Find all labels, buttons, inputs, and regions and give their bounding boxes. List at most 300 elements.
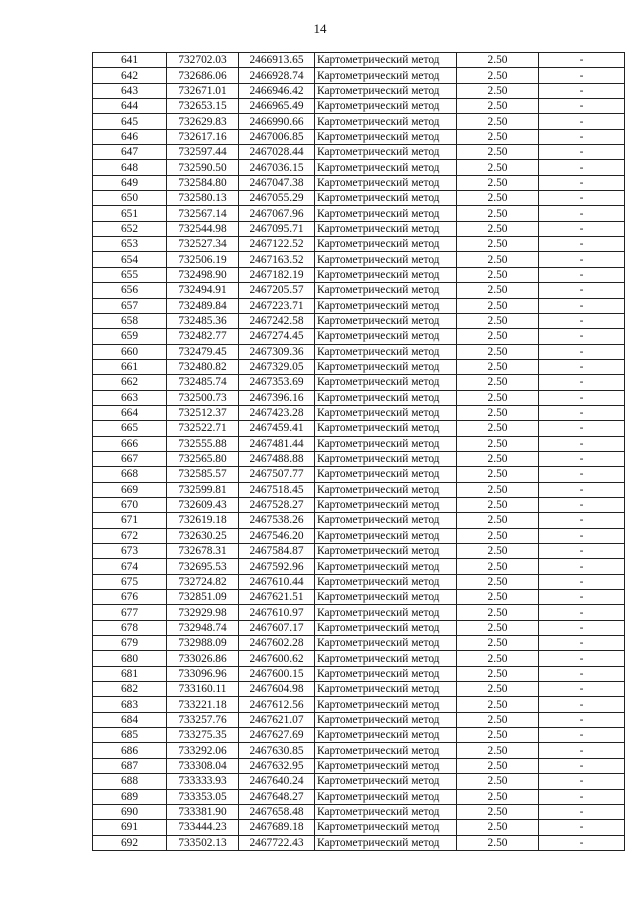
accuracy-cell: 2.50 xyxy=(457,497,539,512)
table-row xyxy=(93,467,625,482)
method-cell: Картометрический метод xyxy=(315,590,457,605)
method-cell: Картометрический метод xyxy=(315,237,457,252)
method-cell: Картометрический метод xyxy=(315,421,457,436)
point-number-cell: 642 xyxy=(93,68,167,83)
method-cell: Картометрический метод xyxy=(315,252,457,267)
point-number-cell: 672 xyxy=(93,528,167,543)
description-cell: - xyxy=(539,590,625,605)
description-cell: - xyxy=(539,574,625,589)
x-coordinate-cell: 732506.19 xyxy=(167,252,239,267)
table-row xyxy=(93,666,625,681)
point-number-cell: 644 xyxy=(93,99,167,114)
method-cell: Картометрический метод xyxy=(315,528,457,543)
table-row xyxy=(93,283,625,298)
y-coordinate-cell: 2467459.41 xyxy=(239,421,315,436)
y-coordinate-cell: 2467182.19 xyxy=(239,267,315,282)
method-cell: Картометрический метод xyxy=(315,175,457,190)
method-cell: Картометрический метод xyxy=(315,513,457,528)
accuracy-cell: 2.50 xyxy=(457,436,539,451)
point-number-cell: 682 xyxy=(93,682,167,697)
y-coordinate-cell: 2467047.38 xyxy=(239,175,315,190)
x-coordinate-cell: 732482.77 xyxy=(167,329,239,344)
point-number-cell: 687 xyxy=(93,758,167,773)
x-coordinate-cell: 732609.43 xyxy=(167,497,239,512)
description-cell: - xyxy=(539,666,625,681)
y-coordinate-cell: 2467600.62 xyxy=(239,651,315,666)
method-cell: Картометрический метод xyxy=(315,497,457,512)
point-number-cell: 653 xyxy=(93,237,167,252)
accuracy-cell: 2.50 xyxy=(457,175,539,190)
table-row xyxy=(93,605,625,620)
description-cell: - xyxy=(539,53,625,68)
x-coordinate-cell: 733221.18 xyxy=(167,697,239,712)
x-coordinate-cell: 732565.80 xyxy=(167,451,239,466)
accuracy-cell: 2.50 xyxy=(457,774,539,789)
x-coordinate-cell: 733381.90 xyxy=(167,804,239,819)
x-coordinate-cell: 732630.25 xyxy=(167,528,239,543)
method-cell: Картометрический метод xyxy=(315,221,457,236)
x-coordinate-cell: 732671.01 xyxy=(167,83,239,98)
point-number-cell: 649 xyxy=(93,175,167,190)
coordinates-table xyxy=(92,52,625,851)
point-number-cell: 665 xyxy=(93,421,167,436)
point-number-cell: 646 xyxy=(93,129,167,144)
description-cell: - xyxy=(539,804,625,819)
description-cell: - xyxy=(539,83,625,98)
table-row xyxy=(93,758,625,773)
accuracy-cell: 2.50 xyxy=(457,728,539,743)
x-coordinate-cell: 732590.50 xyxy=(167,160,239,175)
table-row xyxy=(93,820,625,835)
method-cell: Картометрический метод xyxy=(315,835,457,850)
method-cell: Картометрический метод xyxy=(315,774,457,789)
y-coordinate-cell: 2467028.44 xyxy=(239,145,315,160)
method-cell: Картометрический метод xyxy=(315,758,457,773)
x-coordinate-cell: 732695.53 xyxy=(167,559,239,574)
method-cell: Картометрический метод xyxy=(315,682,457,697)
y-coordinate-cell: 2467423.28 xyxy=(239,405,315,420)
point-number-cell: 678 xyxy=(93,620,167,635)
y-coordinate-cell: 2467006.85 xyxy=(239,129,315,144)
y-coordinate-cell: 2467604.98 xyxy=(239,682,315,697)
x-coordinate-cell: 732617.16 xyxy=(167,129,239,144)
y-coordinate-cell: 2467648.27 xyxy=(239,789,315,804)
y-coordinate-cell: 2467610.44 xyxy=(239,574,315,589)
table-row xyxy=(93,267,625,282)
y-coordinate-cell: 2467621.07 xyxy=(239,712,315,727)
method-cell: Картометрический метод xyxy=(315,405,457,420)
description-cell: - xyxy=(539,160,625,175)
method-cell: Картометрический метод xyxy=(315,390,457,405)
y-coordinate-cell: 2467528.27 xyxy=(239,497,315,512)
y-coordinate-cell: 2467612.56 xyxy=(239,697,315,712)
point-number-cell: 648 xyxy=(93,160,167,175)
point-number-cell: 652 xyxy=(93,221,167,236)
x-coordinate-cell: 732851.09 xyxy=(167,590,239,605)
point-number-cell: 690 xyxy=(93,804,167,819)
table-row xyxy=(93,237,625,252)
x-coordinate-cell: 732494.91 xyxy=(167,283,239,298)
method-cell: Картометрический метод xyxy=(315,789,457,804)
method-cell: Картометрический метод xyxy=(315,605,457,620)
point-number-cell: 691 xyxy=(93,820,167,835)
table-row xyxy=(93,252,625,267)
point-number-cell: 661 xyxy=(93,359,167,374)
description-cell: - xyxy=(539,375,625,390)
y-coordinate-cell: 2467640.24 xyxy=(239,774,315,789)
method-cell: Картометрический метод xyxy=(315,636,457,651)
y-coordinate-cell: 2467095.71 xyxy=(239,221,315,236)
table-row xyxy=(93,175,625,190)
x-coordinate-cell: 732686.06 xyxy=(167,68,239,83)
accuracy-cell: 2.50 xyxy=(457,789,539,804)
method-cell: Картометрический метод xyxy=(315,145,457,160)
accuracy-cell: 2.50 xyxy=(457,191,539,206)
table-row xyxy=(93,206,625,221)
accuracy-cell: 2.50 xyxy=(457,820,539,835)
table-row xyxy=(93,160,625,175)
point-number-cell: 645 xyxy=(93,114,167,129)
x-coordinate-cell: 733444.23 xyxy=(167,820,239,835)
table-row xyxy=(93,682,625,697)
y-coordinate-cell: 2467658.48 xyxy=(239,804,315,819)
method-cell: Картометрический метод xyxy=(315,359,457,374)
method-cell: Картометрический метод xyxy=(315,436,457,451)
accuracy-cell: 2.50 xyxy=(457,636,539,651)
x-coordinate-cell: 732479.45 xyxy=(167,344,239,359)
accuracy-cell: 2.50 xyxy=(457,298,539,313)
description-cell: - xyxy=(539,344,625,359)
x-coordinate-cell: 732724.82 xyxy=(167,574,239,589)
point-number-cell: 666 xyxy=(93,436,167,451)
x-coordinate-cell: 733257.76 xyxy=(167,712,239,727)
table-row xyxy=(93,651,625,666)
accuracy-cell: 2.50 xyxy=(457,252,539,267)
table-row xyxy=(93,421,625,436)
description-cell: - xyxy=(539,114,625,129)
x-coordinate-cell: 732512.37 xyxy=(167,405,239,420)
table-row xyxy=(93,145,625,160)
accuracy-cell: 2.50 xyxy=(457,544,539,559)
x-coordinate-cell: 732629.83 xyxy=(167,114,239,129)
method-cell: Картометрический метод xyxy=(315,99,457,114)
description-cell: - xyxy=(539,390,625,405)
y-coordinate-cell: 2467055.29 xyxy=(239,191,315,206)
description-cell: - xyxy=(539,467,625,482)
x-coordinate-cell: 732544.98 xyxy=(167,221,239,236)
point-number-cell: 680 xyxy=(93,651,167,666)
description-cell: - xyxy=(539,835,625,850)
x-coordinate-cell: 732489.84 xyxy=(167,298,239,313)
method-cell: Картометрический метод xyxy=(315,559,457,574)
y-coordinate-cell: 2466928.74 xyxy=(239,68,315,83)
y-coordinate-cell: 2467592.96 xyxy=(239,559,315,574)
description-cell: - xyxy=(539,605,625,620)
accuracy-cell: 2.50 xyxy=(457,206,539,221)
description-cell: - xyxy=(539,682,625,697)
point-number-cell: 686 xyxy=(93,743,167,758)
x-coordinate-cell: 732498.90 xyxy=(167,267,239,282)
x-coordinate-cell: 732500.73 xyxy=(167,390,239,405)
table-row xyxy=(93,712,625,727)
table-row xyxy=(93,590,625,605)
description-cell: - xyxy=(539,620,625,635)
method-cell: Картометрический метод xyxy=(315,191,457,206)
accuracy-cell: 2.50 xyxy=(457,666,539,681)
accuracy-cell: 2.50 xyxy=(457,405,539,420)
table-row xyxy=(93,114,625,129)
point-number-cell: 683 xyxy=(93,697,167,712)
x-coordinate-cell: 733026.86 xyxy=(167,651,239,666)
table-row xyxy=(93,359,625,374)
table-row xyxy=(93,804,625,819)
accuracy-cell: 2.50 xyxy=(457,743,539,758)
description-cell: - xyxy=(539,743,625,758)
point-number-cell: 677 xyxy=(93,605,167,620)
point-number-cell: 650 xyxy=(93,191,167,206)
method-cell: Картометрический метод xyxy=(315,666,457,681)
x-coordinate-cell: 733308.04 xyxy=(167,758,239,773)
y-coordinate-cell: 2467722.43 xyxy=(239,835,315,850)
x-coordinate-cell: 733160.11 xyxy=(167,682,239,697)
point-number-cell: 643 xyxy=(93,83,167,98)
method-cell: Картометрический метод xyxy=(315,728,457,743)
x-coordinate-cell: 732702.03 xyxy=(167,53,239,68)
table-row xyxy=(93,344,625,359)
accuracy-cell: 2.50 xyxy=(457,221,539,236)
y-coordinate-cell: 2466913.65 xyxy=(239,53,315,68)
accuracy-cell: 2.50 xyxy=(457,574,539,589)
description-cell: - xyxy=(539,145,625,160)
accuracy-cell: 2.50 xyxy=(457,804,539,819)
y-coordinate-cell: 2467584.87 xyxy=(239,544,315,559)
accuracy-cell: 2.50 xyxy=(457,528,539,543)
point-number-cell: 670 xyxy=(93,497,167,512)
accuracy-cell: 2.50 xyxy=(457,375,539,390)
accuracy-cell: 2.50 xyxy=(457,83,539,98)
description-cell: - xyxy=(539,298,625,313)
method-cell: Картометрический метод xyxy=(315,53,457,68)
method-cell: Картометрический метод xyxy=(315,574,457,589)
point-number-cell: 655 xyxy=(93,267,167,282)
x-coordinate-cell: 732597.44 xyxy=(167,145,239,160)
table-row xyxy=(93,497,625,512)
y-coordinate-cell: 2467602.28 xyxy=(239,636,315,651)
table-row xyxy=(93,99,625,114)
description-cell: - xyxy=(539,820,625,835)
y-coordinate-cell: 2467329.05 xyxy=(239,359,315,374)
y-coordinate-cell: 2467205.57 xyxy=(239,283,315,298)
y-coordinate-cell: 2467309.36 xyxy=(239,344,315,359)
table-row xyxy=(93,68,625,83)
table-row xyxy=(93,728,625,743)
method-cell: Картометрический метод xyxy=(315,697,457,712)
description-cell: - xyxy=(539,697,625,712)
method-cell: Картометрический метод xyxy=(315,651,457,666)
x-coordinate-cell: 732485.74 xyxy=(167,375,239,390)
y-coordinate-cell: 2467632.95 xyxy=(239,758,315,773)
page-number: 14 xyxy=(313,21,327,36)
table-row xyxy=(93,636,625,651)
description-cell: - xyxy=(539,359,625,374)
point-number-cell: 685 xyxy=(93,728,167,743)
method-cell: Картометрический метод xyxy=(315,329,457,344)
accuracy-cell: 2.50 xyxy=(457,559,539,574)
y-coordinate-cell: 2467621.51 xyxy=(239,590,315,605)
description-cell: - xyxy=(539,482,625,497)
table-row xyxy=(93,53,625,68)
point-number-cell: 656 xyxy=(93,283,167,298)
point-number-cell: 668 xyxy=(93,467,167,482)
point-number-cell: 676 xyxy=(93,590,167,605)
y-coordinate-cell: 2467481.44 xyxy=(239,436,315,451)
x-coordinate-cell: 732948.74 xyxy=(167,620,239,635)
accuracy-cell: 2.50 xyxy=(457,513,539,528)
y-coordinate-cell: 2467546.20 xyxy=(239,528,315,543)
y-coordinate-cell: 2467507.77 xyxy=(239,467,315,482)
description-cell: - xyxy=(539,129,625,144)
table-row xyxy=(93,298,625,313)
table-row xyxy=(93,329,625,344)
accuracy-cell: 2.50 xyxy=(457,620,539,635)
table-row xyxy=(93,774,625,789)
description-cell: - xyxy=(539,267,625,282)
point-number-cell: 657 xyxy=(93,298,167,313)
accuracy-cell: 2.50 xyxy=(457,160,539,175)
x-coordinate-cell: 733275.35 xyxy=(167,728,239,743)
accuracy-cell: 2.50 xyxy=(457,682,539,697)
x-coordinate-cell: 732585.57 xyxy=(167,467,239,482)
y-coordinate-cell: 2467242.58 xyxy=(239,313,315,328)
y-coordinate-cell: 2467627.69 xyxy=(239,728,315,743)
y-coordinate-cell: 2467538.26 xyxy=(239,513,315,528)
table-row xyxy=(93,191,625,206)
point-number-cell: 669 xyxy=(93,482,167,497)
table-row xyxy=(93,221,625,236)
x-coordinate-cell: 732567.14 xyxy=(167,206,239,221)
table-row xyxy=(93,313,625,328)
description-cell: - xyxy=(539,221,625,236)
point-number-cell: 679 xyxy=(93,636,167,651)
method-cell: Картометрический метод xyxy=(315,206,457,221)
accuracy-cell: 2.50 xyxy=(457,758,539,773)
description-cell: - xyxy=(539,758,625,773)
table-row xyxy=(93,697,625,712)
y-coordinate-cell: 2466990.66 xyxy=(239,114,315,129)
accuracy-cell: 2.50 xyxy=(457,421,539,436)
x-coordinate-cell: 732485.36 xyxy=(167,313,239,328)
point-number-cell: 667 xyxy=(93,451,167,466)
x-coordinate-cell: 732555.88 xyxy=(167,436,239,451)
accuracy-cell: 2.50 xyxy=(457,145,539,160)
point-number-cell: 688 xyxy=(93,774,167,789)
y-coordinate-cell: 2467122.52 xyxy=(239,237,315,252)
point-number-cell: 673 xyxy=(93,544,167,559)
method-cell: Картометрический метод xyxy=(315,160,457,175)
accuracy-cell: 2.50 xyxy=(457,99,539,114)
description-cell: - xyxy=(539,191,625,206)
table-row xyxy=(93,559,625,574)
point-number-cell: 684 xyxy=(93,712,167,727)
description-cell: - xyxy=(539,774,625,789)
point-number-cell: 658 xyxy=(93,313,167,328)
description-cell: - xyxy=(539,313,625,328)
method-cell: Картометрический метод xyxy=(315,820,457,835)
method-cell: Картометрический метод xyxy=(315,283,457,298)
description-cell: - xyxy=(539,559,625,574)
y-coordinate-cell: 2467488.88 xyxy=(239,451,315,466)
description-cell: - xyxy=(539,175,625,190)
y-coordinate-cell: 2467223.71 xyxy=(239,298,315,313)
method-cell: Картометрический метод xyxy=(315,467,457,482)
description-cell: - xyxy=(539,237,625,252)
accuracy-cell: 2.50 xyxy=(457,237,539,252)
method-cell: Картометрический метод xyxy=(315,344,457,359)
table-row xyxy=(93,390,625,405)
method-cell: Картометрический метод xyxy=(315,313,457,328)
method-cell: Картометрический метод xyxy=(315,482,457,497)
table-row xyxy=(93,451,625,466)
table-row xyxy=(93,405,625,420)
accuracy-cell: 2.50 xyxy=(457,68,539,83)
point-number-cell: 681 xyxy=(93,666,167,681)
y-coordinate-cell: 2467067.96 xyxy=(239,206,315,221)
point-number-cell: 647 xyxy=(93,145,167,160)
description-cell: - xyxy=(539,728,625,743)
x-coordinate-cell: 733333.93 xyxy=(167,774,239,789)
accuracy-cell: 2.50 xyxy=(457,329,539,344)
description-cell: - xyxy=(539,405,625,420)
description-cell: - xyxy=(539,651,625,666)
accuracy-cell: 2.50 xyxy=(457,467,539,482)
x-coordinate-cell: 732527.34 xyxy=(167,237,239,252)
accuracy-cell: 2.50 xyxy=(457,53,539,68)
accuracy-cell: 2.50 xyxy=(457,313,539,328)
coordinates-table-body xyxy=(93,53,625,851)
description-cell: - xyxy=(539,528,625,543)
method-cell: Картометрический метод xyxy=(315,743,457,758)
y-coordinate-cell: 2467689.18 xyxy=(239,820,315,835)
x-coordinate-cell: 732599.81 xyxy=(167,482,239,497)
description-cell: - xyxy=(539,513,625,528)
accuracy-cell: 2.50 xyxy=(457,605,539,620)
point-number-cell: 662 xyxy=(93,375,167,390)
accuracy-cell: 2.50 xyxy=(457,482,539,497)
point-number-cell: 641 xyxy=(93,53,167,68)
method-cell: Картометрический метод xyxy=(315,451,457,466)
x-coordinate-cell: 732584.80 xyxy=(167,175,239,190)
x-coordinate-cell: 732580.13 xyxy=(167,191,239,206)
point-number-cell: 689 xyxy=(93,789,167,804)
description-cell: - xyxy=(539,636,625,651)
accuracy-cell: 2.50 xyxy=(457,651,539,666)
y-coordinate-cell: 2467630.85 xyxy=(239,743,315,758)
description-cell: - xyxy=(539,544,625,559)
method-cell: Картометрический метод xyxy=(315,620,457,635)
table-row xyxy=(93,789,625,804)
point-number-cell: 671 xyxy=(93,513,167,528)
y-coordinate-cell: 2466965.49 xyxy=(239,99,315,114)
description-cell: - xyxy=(539,497,625,512)
table-row xyxy=(93,835,625,850)
y-coordinate-cell: 2467518.45 xyxy=(239,482,315,497)
x-coordinate-cell: 733096.96 xyxy=(167,666,239,681)
accuracy-cell: 2.50 xyxy=(457,712,539,727)
description-cell: - xyxy=(539,283,625,298)
table-row xyxy=(93,743,625,758)
accuracy-cell: 2.50 xyxy=(457,283,539,298)
x-coordinate-cell: 733353.05 xyxy=(167,789,239,804)
